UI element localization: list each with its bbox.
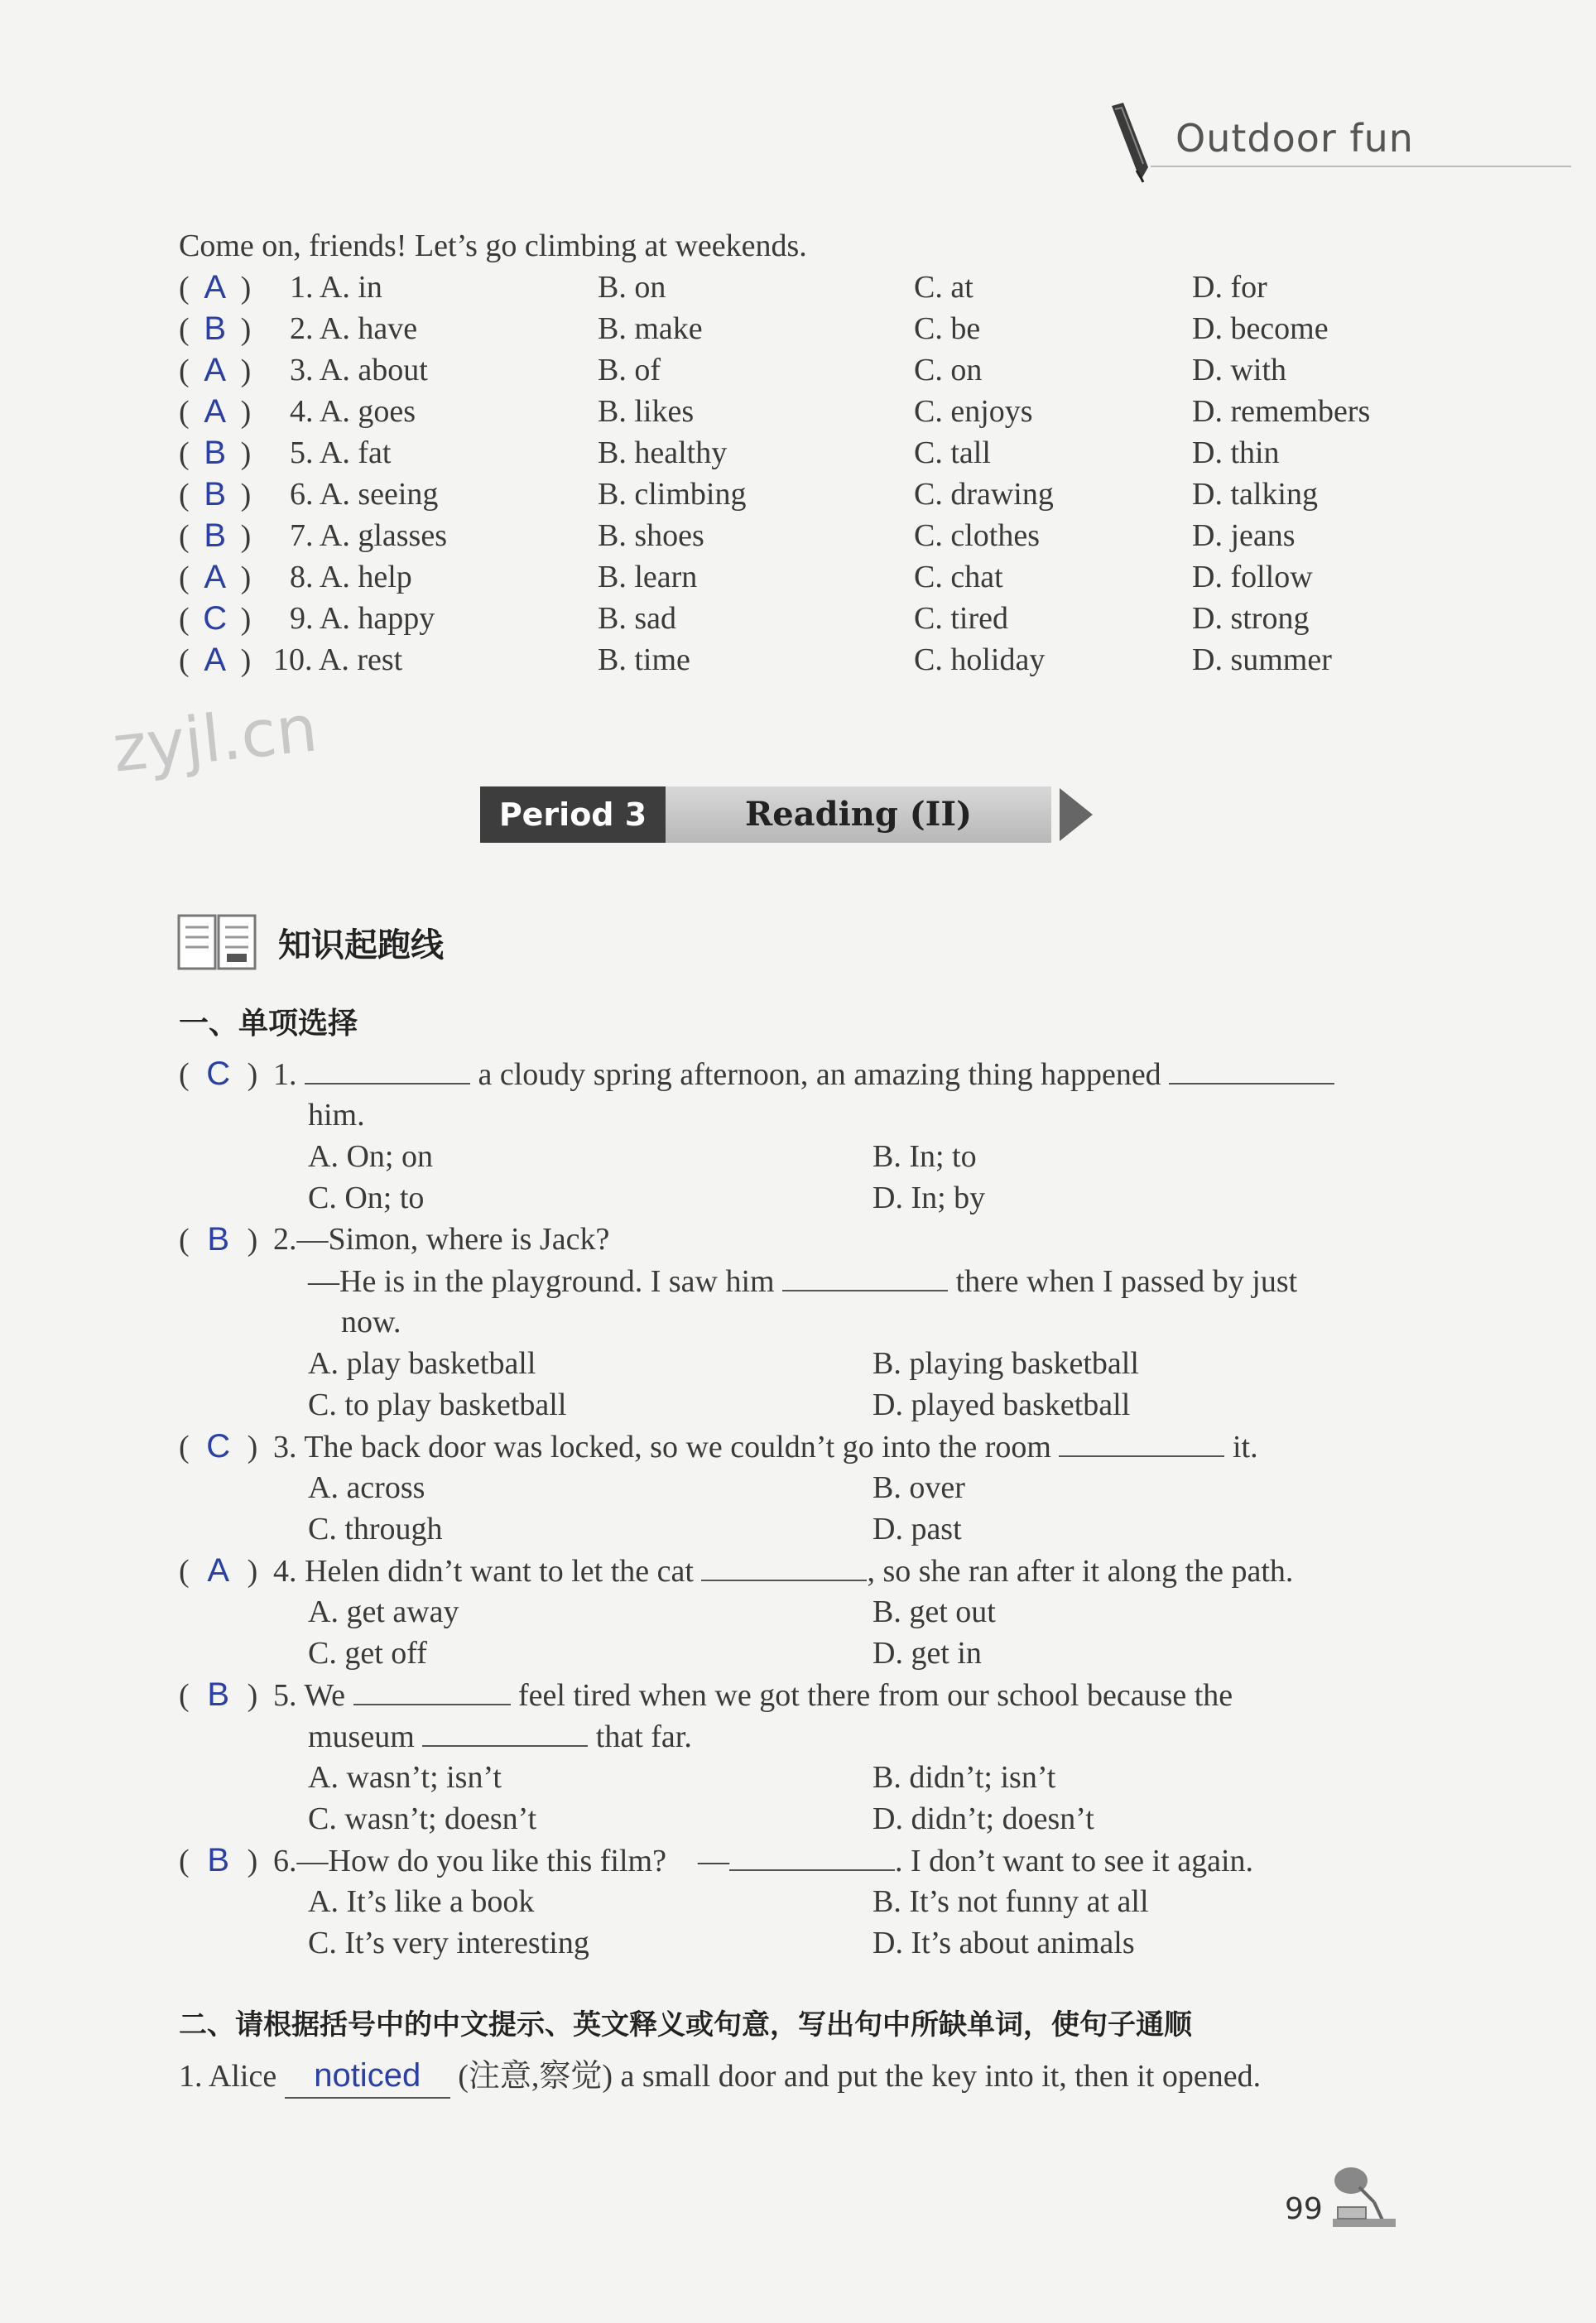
q1-option-d: D. In; by — [873, 1181, 986, 1215]
cloze-option-d: D. thin — [1192, 435, 1280, 470]
cloze-option-b: B. shoes — [598, 518, 704, 553]
mc-q2: ( B ) — [179, 1219, 257, 1261]
cloze-option-d-cell — [1192, 267, 1267, 308]
cloze-option-b-cell — [598, 515, 704, 556]
q3-option-c: C. through — [308, 1512, 443, 1546]
cloze-answer: A — [204, 393, 226, 430]
cloze-option-c-cell — [914, 598, 1008, 639]
cloze-option-c: C. tall — [914, 435, 991, 470]
q6-option-d: D. It’s about animals — [873, 1926, 1135, 1960]
cloze-option-d: D. talking — [1192, 477, 1318, 512]
cloze-row-6 — [290, 474, 438, 515]
q3-option-d: D. past — [873, 1512, 962, 1546]
cloze-option-c: C. chat — [914, 560, 1003, 594]
cloze-answer-slot: ( B ) — [179, 474, 251, 516]
cloze-option-b: B. make — [598, 311, 703, 346]
answer-q1: C — [206, 1056, 231, 1092]
q4-option-c: C. get off — [308, 1636, 427, 1671]
cloze-option-d: D. strong — [1192, 601, 1310, 636]
cloze-answer: B — [204, 310, 226, 347]
cloze-option-b: B. of — [598, 353, 661, 387]
unit-title: Outdoor fun — [1175, 116, 1414, 161]
cloze-num: 4. — [290, 394, 314, 429]
q4-line1: 4. Helen didn’t want to let the cat , so she ran after it along the path. — [273, 1550, 1293, 1592]
cloze-option-d: D. jeans — [1192, 518, 1296, 553]
cloze-row-9 — [290, 598, 435, 639]
cloze-option-b-cell — [598, 556, 697, 598]
cloze-option-c-cell — [914, 308, 980, 349]
cloze-option-d-cell — [1192, 515, 1296, 556]
cloze-answer-slot: ( C ) — [179, 598, 251, 640]
pen-icon — [1105, 101, 1155, 184]
cloze-num: 1. — [290, 270, 314, 305]
cloze-num: 6. — [290, 477, 314, 512]
q6-option-b: B. It’s not funny at all — [873, 1884, 1149, 1919]
cloze-num: 10. — [273, 642, 313, 677]
cloze-option-c-cell — [914, 391, 1033, 432]
header-rule — [1151, 166, 1571, 167]
cloze-option-b: B. time — [598, 642, 690, 677]
cloze-answer-slot: ( B ) — [179, 308, 251, 350]
cloze-num: 5. — [290, 435, 314, 470]
cloze-answer-slot: ( A ) — [179, 556, 251, 599]
cloze-row-1 — [290, 267, 382, 308]
section-knowledge: 知识起跑线 — [278, 926, 444, 964]
cloze-answer: A — [204, 269, 226, 305]
q2-line1: 2.—Simon, where is Jack? — [273, 1222, 610, 1257]
cloze-option-c: C. at — [914, 270, 973, 305]
cloze-option-a: A. glasses — [319, 518, 448, 553]
cloze-option-d-cell — [1192, 308, 1329, 349]
q1-option-c: C. On; to — [308, 1181, 425, 1215]
cloze-option-d: D. summer — [1192, 642, 1332, 677]
answer-q5: B — [207, 1676, 229, 1713]
cloze-option-a: A. rest — [318, 642, 403, 677]
cloze-answer-slot: ( B ) — [179, 432, 251, 474]
q1-option-b: B. In; to — [873, 1139, 977, 1174]
cloze-option-a: A. happy — [319, 601, 435, 636]
q5-line2: museum that far. — [308, 1715, 692, 1758]
q2-option-c: C. to play basketball — [308, 1388, 567, 1422]
blank[interactable] — [422, 1715, 588, 1747]
q3-option-a: A. across — [308, 1470, 425, 1505]
q5-option-b: B. didn’t; isn’t — [873, 1760, 1056, 1795]
q3-line1: 3. The back door was locked, so we couldn’t go into the room it. — [273, 1426, 1258, 1468]
cloze-option-d-cell — [1192, 474, 1318, 515]
q2-option-a: A. play basketball — [308, 1346, 536, 1381]
cloze-answer: B — [204, 476, 226, 512]
period-label: Period 3 — [480, 786, 666, 843]
cloze-option-c: C. drawing — [914, 477, 1054, 512]
cloze-option-b-cell — [598, 639, 690, 681]
blank[interactable] — [701, 1550, 867, 1581]
q2-option-d: D. played basketball — [873, 1388, 1131, 1422]
q6-line1: 6.—How do you like this film? — . I don’t want to see it again. — [273, 1840, 1253, 1882]
cloze-answer-slot: ( A ) — [179, 639, 251, 681]
cloze-option-d: D. become — [1192, 311, 1329, 346]
cloze-answer: B — [204, 517, 226, 554]
intro-line: Come on, friends! Let’s go climbing at weekends. — [179, 228, 807, 263]
cloze-option-c: C. be — [914, 311, 981, 346]
blank[interactable] — [1059, 1426, 1224, 1457]
cloze-row-2 — [290, 308, 417, 349]
cloze-option-b-cell — [598, 432, 727, 474]
cloze-option-c: C. enjoys — [914, 394, 1033, 429]
blank[interactable] — [305, 1053, 470, 1085]
cloze-option-a: A. seeing — [319, 477, 439, 512]
page-number: 99 — [1285, 2192, 1323, 2226]
period-arrow-icon — [1060, 788, 1093, 841]
part1-title: 一、单项选择 — [179, 1007, 358, 1041]
cloze-row-3 — [290, 349, 428, 391]
cloze-row-8 — [290, 556, 412, 598]
q5-option-c: C. wasn’t; doesn’t — [308, 1801, 537, 1836]
cloze-option-d-cell — [1192, 598, 1309, 639]
cloze-option-b-cell — [598, 391, 694, 432]
cloze-answer-slot: ( B ) — [179, 515, 251, 557]
cloze-option-d-cell — [1192, 349, 1286, 391]
mc-q1: ( C ) — [179, 1053, 257, 1095]
cloze-option-b-cell — [598, 349, 661, 391]
q4-option-d: D. get in — [873, 1636, 982, 1671]
cloze-answer-slot: ( A ) — [179, 391, 251, 433]
blank[interactable] — [729, 1840, 895, 1871]
cloze-option-c: C. on — [914, 353, 983, 387]
cloze-option-b: B. on — [598, 270, 666, 305]
cloze-option-d: D. for — [1192, 270, 1267, 305]
cloze-option-b-cell — [598, 308, 703, 349]
mc-q6: ( B ) — [179, 1840, 257, 1882]
q6-option-c: C. It’s very interesting — [308, 1926, 589, 1960]
cloze-option-d: D. with — [1192, 353, 1286, 387]
cloze-option-d-cell — [1192, 391, 1370, 432]
period-title: Reading (II) — [666, 786, 1051, 843]
part2-title: 二、请根据括号中的中文提示、英文释义或句意，写出句中所缺单词，使句子通顺 — [179, 2008, 1192, 2042]
blank[interactable] — [1169, 1053, 1334, 1085]
cloze-option-d-cell — [1192, 432, 1280, 474]
cloze-answer-slot: ( A ) — [179, 267, 251, 309]
q5-option-d: D. didn’t; doesn’t — [873, 1801, 1094, 1836]
mc-q4: ( A ) — [179, 1550, 257, 1592]
cloze-num: 7. — [290, 518, 314, 553]
q5-option-a: A. wasn’t; isn’t — [308, 1760, 502, 1795]
book-icon — [177, 911, 258, 974]
cloze-row-7 — [290, 515, 447, 556]
cloze-answer: B — [204, 435, 226, 471]
mc-q3: ( C ) — [179, 1426, 257, 1468]
cloze-row-4 — [290, 391, 416, 432]
q1-option-a: A. On; on — [308, 1139, 433, 1174]
answer-q4: A — [207, 1552, 229, 1589]
cloze-option-c-cell — [914, 515, 1040, 556]
mc-q5: ( B ) — [179, 1674, 257, 1716]
cloze-option-a: A. about — [319, 353, 428, 387]
q3-option-b: B. over — [873, 1470, 965, 1505]
cloze-answer: C — [203, 600, 228, 637]
cloze-answer: A — [204, 352, 226, 388]
cloze-option-a: A. in — [319, 270, 382, 305]
cloze-row-5 — [290, 432, 391, 474]
cloze-num: 9. — [290, 601, 314, 636]
cloze-option-b-cell — [598, 267, 666, 308]
cloze-num: 8. — [290, 560, 314, 594]
cloze-option-c: C. tired — [914, 601, 1008, 636]
cloze-num: 2. — [290, 311, 314, 346]
cloze-option-c-cell — [914, 267, 973, 308]
cloze-option-b: B. climbing — [598, 477, 747, 512]
q5-line1: 5. We feel tired when we got there from our school because the — [273, 1674, 1233, 1716]
cloze-option-d: D. follow — [1192, 560, 1313, 594]
q2-line2: —He is in the playground. I saw him there when I passed by just — [308, 1260, 1297, 1302]
cloze-option-c-cell — [914, 349, 982, 391]
cloze-option-c: C. holiday — [914, 642, 1046, 677]
cloze-answer: A — [204, 642, 226, 678]
cloze-option-d-cell — [1192, 556, 1313, 598]
cloze-option-b-cell — [598, 598, 676, 639]
cloze-option-c-cell — [914, 474, 1054, 515]
fill-answer: noticed — [314, 2057, 421, 2094]
q2-option-b: B. playing basketball — [873, 1346, 1139, 1381]
cloze-option-c-cell — [914, 556, 1003, 598]
cloze-option-c: C. clothes — [914, 518, 1040, 553]
cloze-option-b: B. sad — [598, 601, 676, 636]
cloze-option-a: A. goes — [319, 394, 416, 429]
cloze-option-a: A. help — [319, 560, 412, 594]
cloze-option-b: B. likes — [598, 394, 695, 429]
cloze-answer: A — [204, 559, 226, 595]
q4-option-b: B. get out — [873, 1594, 996, 1629]
fill-q1: 1. Alice noticed (注意,察觉) a small door and put the key into it, then it opened. — [179, 2055, 1261, 2099]
cloze-option-b: B. healthy — [598, 435, 728, 470]
cloze-option-b: B. learn — [598, 560, 698, 594]
q1-line2: him. — [308, 1098, 365, 1133]
answer-q2: B — [207, 1221, 229, 1258]
cloze-option-d-cell — [1192, 639, 1332, 681]
answer-q3: C — [206, 1428, 231, 1464]
answer-q6: B — [207, 1842, 229, 1878]
period-banner — [480, 786, 1051, 843]
cloze-num: 3. — [290, 353, 314, 387]
q1-line1: 1. a cloudy spring afternoon, an amazing thing happened — [273, 1053, 1334, 1095]
cloze-option-c-cell — [914, 432, 991, 474]
cloze-option-b-cell — [598, 474, 746, 515]
cloze-row-10 — [273, 639, 402, 681]
fill-answer-field[interactable] — [285, 2055, 450, 2099]
cloze-option-a: A. have — [319, 311, 418, 346]
watermark: zyjl.cn — [108, 691, 321, 787]
blank[interactable] — [353, 1674, 511, 1705]
lamp-icon — [1326, 2159, 1401, 2230]
q4-option-a: A. get away — [308, 1594, 459, 1629]
cloze-option-d: D. remembers — [1192, 394, 1371, 429]
q6-option-a: A. It’s like a book — [308, 1884, 535, 1919]
blank[interactable] — [782, 1260, 948, 1291]
q2-line3: now. — [341, 1305, 401, 1339]
cloze-answer-slot: ( A ) — [179, 349, 251, 392]
cloze-option-c-cell — [914, 639, 1045, 681]
cloze-option-a: A. fat — [319, 435, 392, 470]
